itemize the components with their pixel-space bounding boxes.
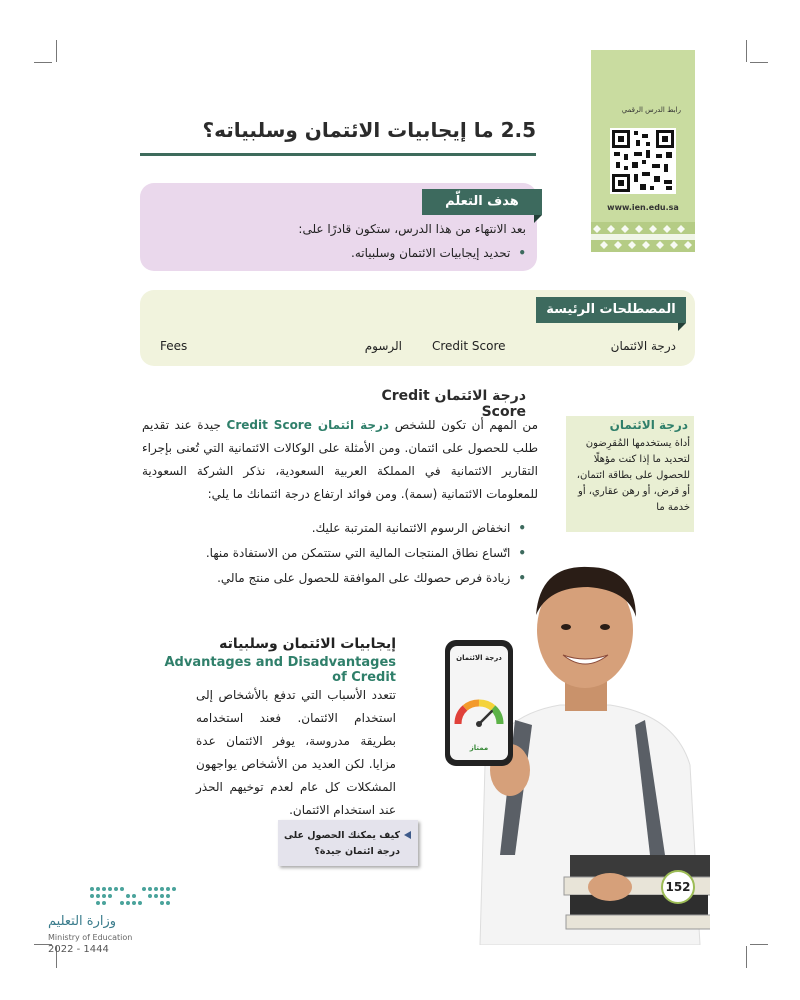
paragraph-start: من المهم أن تكون للشخص: [394, 418, 538, 432]
qr-url[interactable]: www.ien.edu.sa: [607, 203, 679, 212]
learning-goal-bullet: [150, 246, 526, 260]
definition-text: أداة يستخدمها المُقرِضون لتحديد ما إذا كنت مؤهلًا للحصول على بطاقة ائتمان، أو قرض، أو رهن عقاري، أو خدمة ما: [576, 438, 690, 513]
term-credit-score-en: Credit Score: [432, 339, 506, 353]
qr-label: رابط الدرس الرقمي: [621, 106, 681, 114]
title-divider: [140, 153, 536, 156]
tab-fold: [534, 215, 542, 223]
qr-code[interactable]: [610, 128, 676, 194]
phone-credit-status: ممتاز: [469, 744, 489, 752]
crop-mark: [746, 946, 747, 968]
credit-gauge: [452, 692, 506, 732]
bullet-dot: •: [518, 246, 526, 260]
list-item-text: اتّساع نطاق المنتجات المالية التي ستتمكن من الاستفادة منها.: [205, 546, 511, 560]
question-text: كيف يمكنك الحصول على درجة ائتمان جيدة؟: [283, 830, 400, 857]
crop-mark: [56, 40, 57, 62]
term-credit-score-ar: درجة الائتمان: [610, 339, 676, 353]
arrow-left-icon: [404, 831, 411, 839]
ministry-name-ar: وزارة التعليم: [48, 914, 117, 929]
crop-mark: [746, 40, 747, 62]
lesson-title: 2.5 ما إيجابيات الائتمان وسلبياته؟: [202, 118, 536, 142]
key-terms-heading: المصطلحات الرئيسة: [536, 297, 686, 323]
ministry-name-en: Ministry of Education: [48, 933, 133, 942]
page-number: 152: [661, 870, 695, 904]
decorative-pattern: [591, 222, 695, 252]
learning-goal-intro: بعد الانتهاء من هذا الدرس، ستكون قادرًا على:: [298, 222, 526, 236]
tab-fold: [678, 323, 686, 331]
bullet-dot: •: [518, 571, 526, 585]
bullet-dot: •: [518, 521, 526, 535]
ministry-logo-icon: [88, 884, 178, 906]
qr-code-graphic: [610, 128, 676, 194]
highlighted-term: درجة ائتمان Credit Score: [226, 418, 390, 432]
phone-credit-label: درجة الائتمان: [456, 654, 502, 662]
crop-mark: [750, 944, 768, 945]
section-heading-credit-score: درجة الائتمان Credit Score: [381, 388, 526, 420]
list-item-text: زيادة فرص حصولك على الموافقة للحصول على منتج مالي.: [217, 571, 511, 585]
paragraph-rest: جيدة عند تقديم طلب للحصول على ائتمان. ومن الأمثلة على الوكالات الائتمانية التي تُعنى بإجراء التقارير الائتمانية في المملكة العربية السعودية، نذكر الشركة السعودية للمعلومات الائتمانية (سمة). ومن فوائد ارتفاع درجة ائتمانك ما يلي:: [142, 418, 538, 501]
definition-title: درجة الائتمان: [609, 418, 688, 432]
crop-mark: [750, 62, 768, 63]
list-item: [150, 516, 526, 541]
list-item-text: انخفاض الرسوم الائتمانية المترتبة عليك.: [311, 521, 511, 535]
learning-goal-heading: هدف التعلّم: [422, 189, 542, 215]
term-fees-en: Fees: [160, 339, 188, 353]
term-fees-ar: الرسوم: [364, 339, 402, 353]
bullet-dot: •: [518, 546, 526, 560]
learning-goal-bullet-text: تحديد إيجابيات الائتمان وسلبياته.: [351, 246, 511, 260]
advantages-paragraph: تتعدد الأسباب التي تدفع بالأشخاص إلى استخدام الائتمان. فعند استخدامه بطريقة مدروسة، يوفر الائتمان عدة مزايا. لكن العديد من الأشخاص يواجهون المشكلات كل عام لعدم توخيهم الحذر عند استخدام الائتمان.: [196, 688, 396, 817]
section-heading-advantages-en: Advantages and Disadvantages of Credit: [164, 655, 396, 685]
section-heading-advantages-ar: إيجابيات الائتمان وسلبياته: [219, 636, 396, 652]
crop-mark: [34, 62, 52, 63]
ministry-year: 2022 - 1444: [48, 944, 109, 955]
credit-score-paragraph: [142, 414, 538, 506]
